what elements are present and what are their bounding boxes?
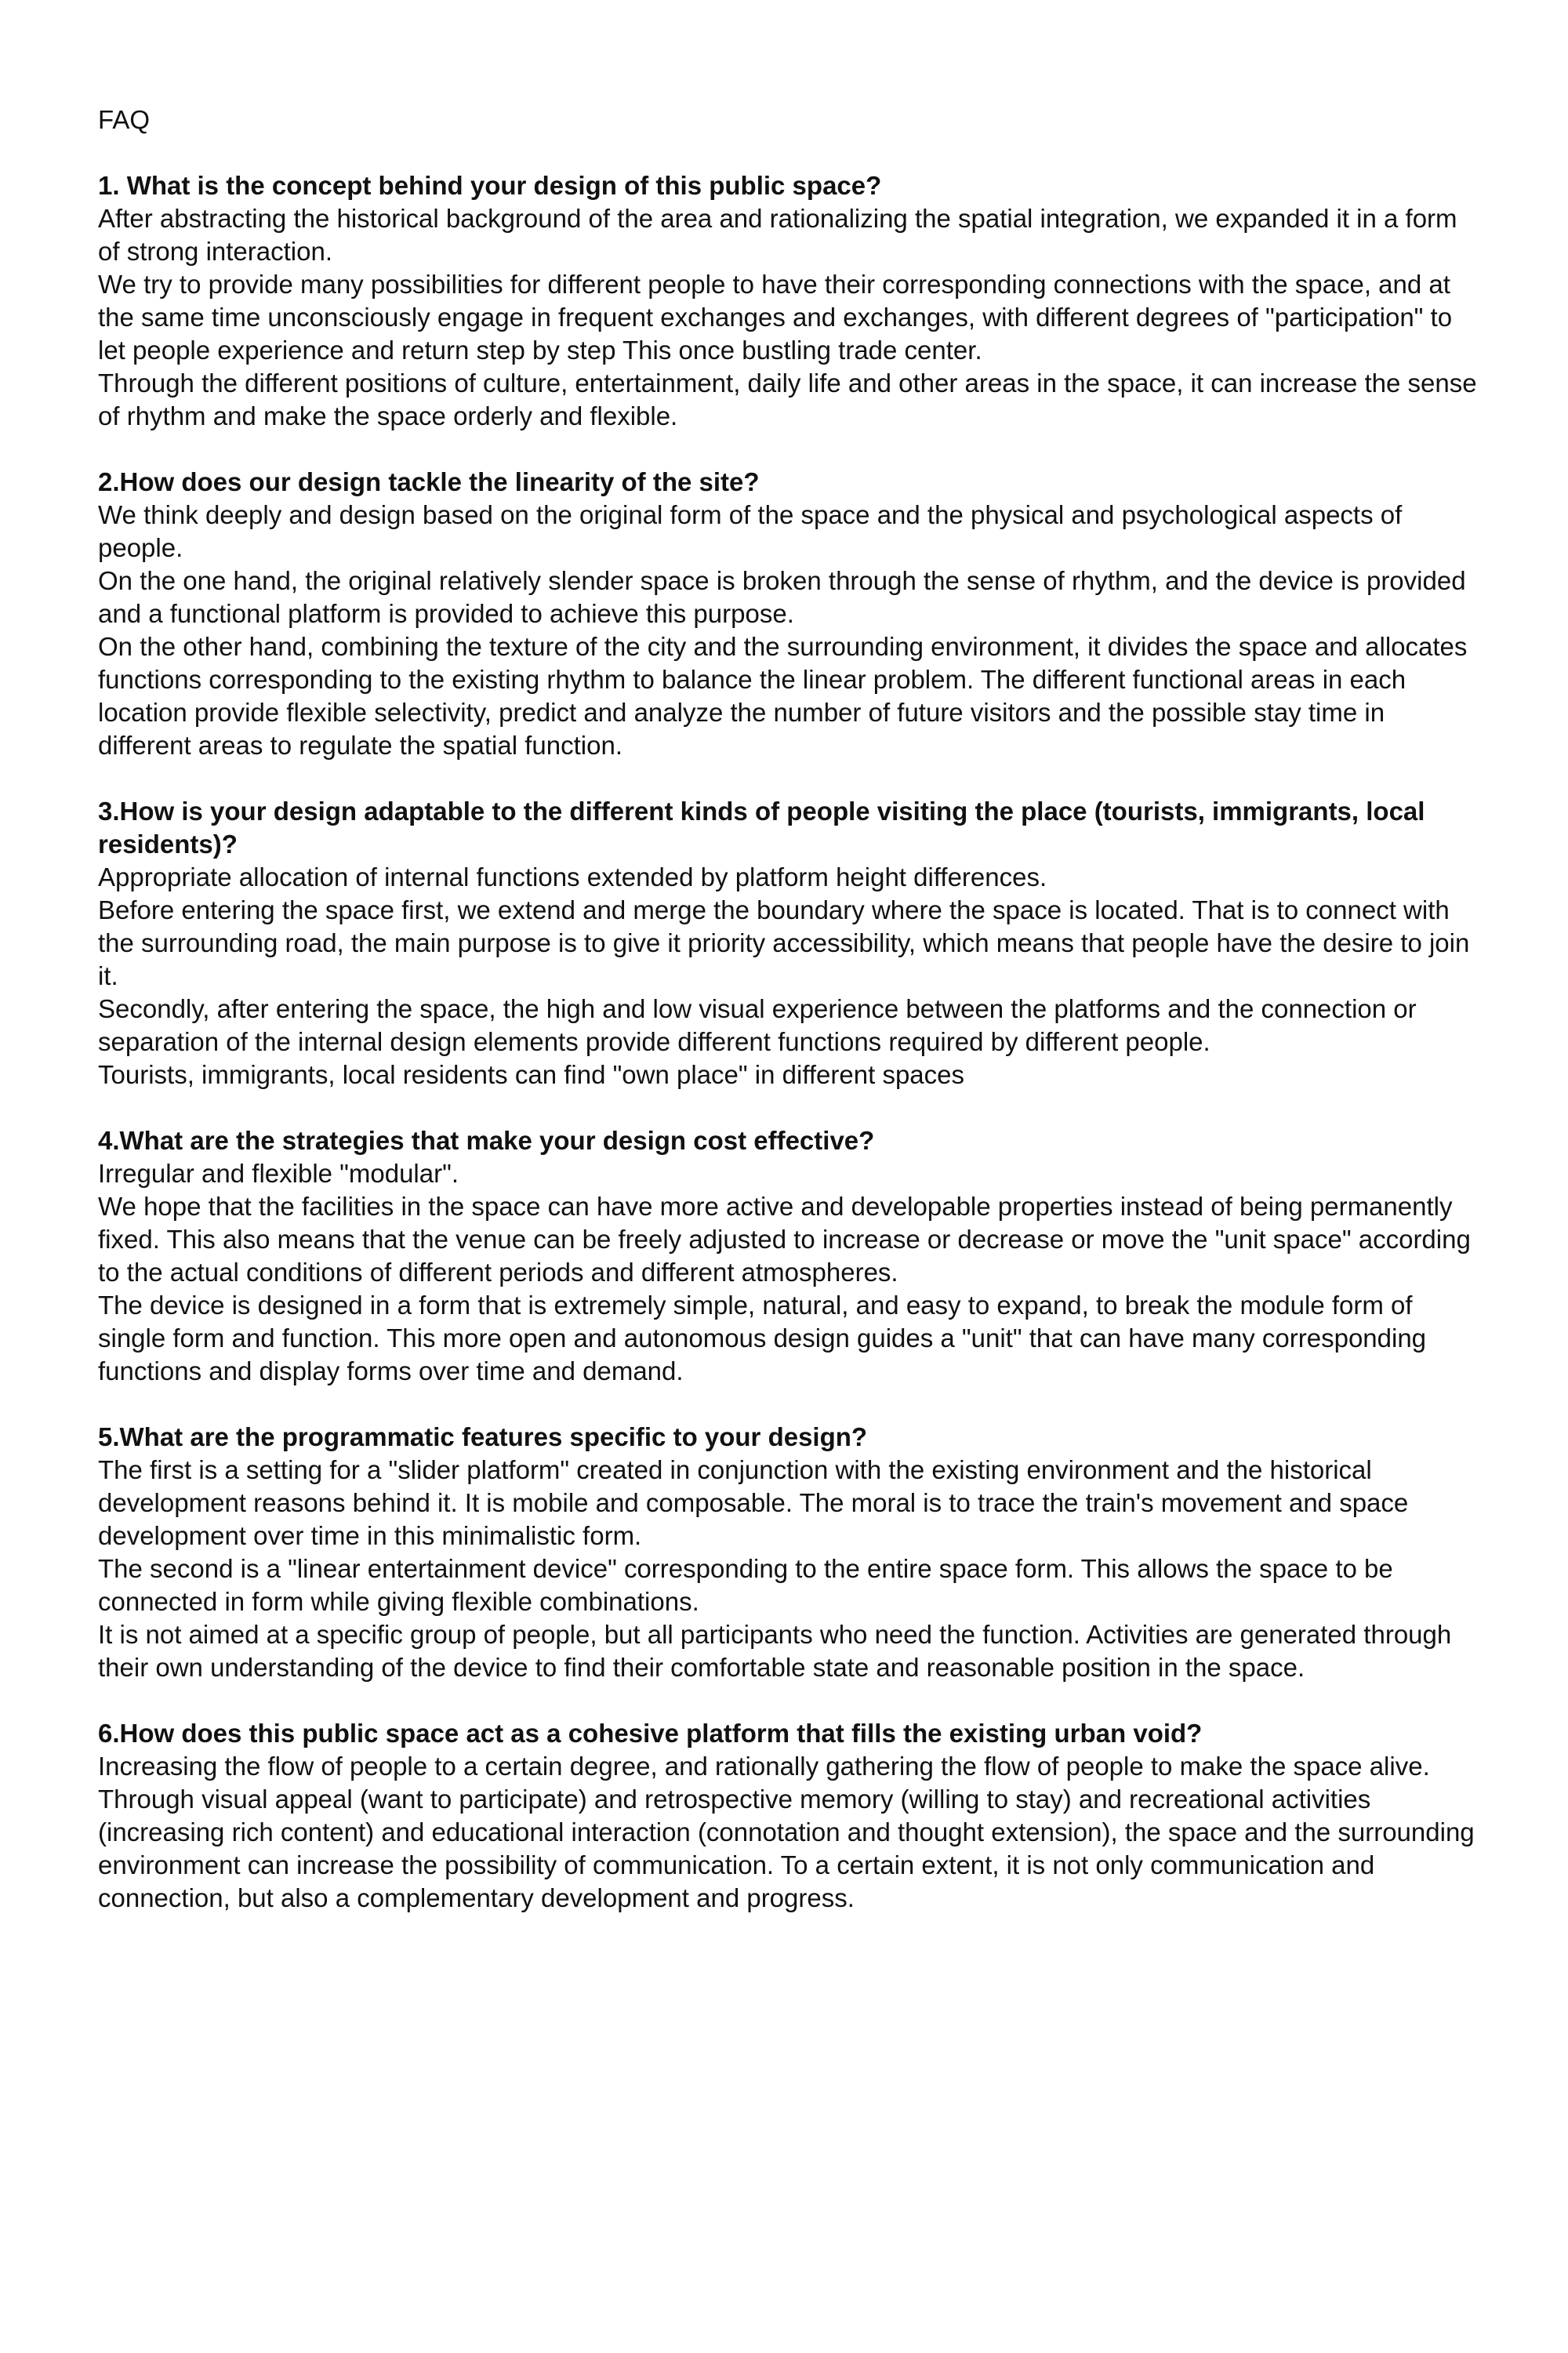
faq-answer-paragraph: On the other hand, combining the texture of the city and the surrounding environment, it divides the space and allocates functions corresponding to the existing rhythm to balance the linear problem. The different functional areas in each location provide flexible selectivity, predict and analyze the number of future visitors and the possible stay time in different areas to regulate the spatial function. (98, 632, 1468, 760)
faq-item (98, 466, 1478, 762)
faq-answer-paragraph: We hope that the facilities in the space can have more active and developable properties instead of being permanently fixed. This also means that the venue can be freely adjusted to increase or decrease or move the "unit space" according to the actual conditions of different periods and different atmospheres. (98, 1192, 1471, 1287)
faq-list (98, 169, 1478, 1915)
faq-item (98, 795, 1478, 1091)
faq-answer-paragraph: The second is a "linear entertainment device" corresponding to the entire space form. This allows the space to be connected in form while giving flexible combinations. (98, 1554, 1393, 1616)
faq-item (98, 1717, 1478, 1915)
faq-question: 6.How does this public space act as a cohesive platform that fills the existing urban void? (98, 1719, 1203, 1748)
faq-question: 2.How does our design tackle the linearity of the site? (98, 467, 760, 496)
faq-answer-paragraph: The first is a setting for a "slider platform" created in conjunction with the existing environment and the historical development reasons behind it. It is mobile and composable. The moral is to trace the train's movement and space development over time in this minimalistic form. (98, 1455, 1409, 1550)
faq-answer-paragraph: Through visual appeal (want to participate) and retrospective memory (willing to stay) and recreational activities (increasing rich content) and educational interaction (connotation and thought extension), the space and the surrounding environment can increase the possibility of communication. To a certain extent, it is not only communication and connection, but also a complementary development and progress. (98, 1785, 1475, 1912)
faq-answer-paragraph: Secondly, after entering the space, the high and low visual experience between the platforms and the connection or separation of the internal design elements provide different functions required by different people. (98, 994, 1417, 1056)
faq-answer-paragraph: We think deeply and design based on the original form of the space and the physical and psychological aspects of people. (98, 500, 1403, 562)
faq-answer-paragraph: It is not aimed at a specific group of people, but all participants who need the function. Activities are generated through their own understanding of the device to find their comfortable state and reasonable position in the space. (98, 1620, 1452, 1682)
faq-answer-paragraph: Increasing the flow of people to a certain degree, and rationally gathering the flow of people to make the space alive. (98, 1752, 1430, 1781)
faq-answer-paragraph: After abstracting the historical background of the area and rationalizing the spatial integration, we expanded it in a form of strong interaction. (98, 204, 1457, 266)
faq-item (98, 1124, 1478, 1388)
faq-question: 3.How is your design adaptable to the different kinds of people visiting the place (tourists, immigrants, local residents)? (98, 797, 1425, 859)
faq-answer-paragraph: Through the different positions of culture, entertainment, daily life and other areas in the space, it can increase the sense of rhythm and make the space orderly and flexible. (98, 369, 1477, 430)
faq-answer-paragraph: The device is designed in a form that is extremely simple, natural, and easy to expand, to break the module form of single form and function. This more open and autonomous design guides a "unit" that can have many corresponding functions and display forms over time and demand. (98, 1291, 1427, 1385)
faq-question: 4.What are the strategies that make your design cost effective? (98, 1126, 875, 1155)
faq-answer-paragraph: Before entering the space first, we extend and merge the boundary where the space is located. That is to connect with the surrounding road, the main purpose is to give it priority accessibility, which means that people have the desire to join it. (98, 895, 1470, 990)
faq-answer-paragraph: On the one hand, the original relatively slender space is broken through the sense of rhythm, and the device is provided and a functional platform is provided to achieve this purpose. (98, 566, 1466, 628)
faq-answer-paragraph: Irregular and flexible "modular". (98, 1159, 459, 1188)
faq-question: 1. What is the concept behind your design of this public space? (98, 171, 882, 200)
document-page (98, 103, 1478, 1948)
faq-answer-paragraph: Appropriate allocation of internal functions extended by platform height differences. (98, 862, 1047, 891)
faq-question: 5.What are the programmatic features specific to your design? (98, 1422, 868, 1451)
faq-item (98, 169, 1478, 433)
faq-item (98, 1421, 1478, 1684)
faq-answer-paragraph: We try to provide many possibilities for different people to have their corresponding connections with the space, and at the same time unconsciously engage in frequent exchanges and exchanges, with different degrees of "participation" to let people experience and return step by step This once bustling trade center. (98, 270, 1453, 365)
faq-answer-paragraph: Tourists, immigrants, local residents can find "own place" in different spaces (98, 1060, 965, 1089)
faq-title: FAQ (98, 105, 151, 134)
